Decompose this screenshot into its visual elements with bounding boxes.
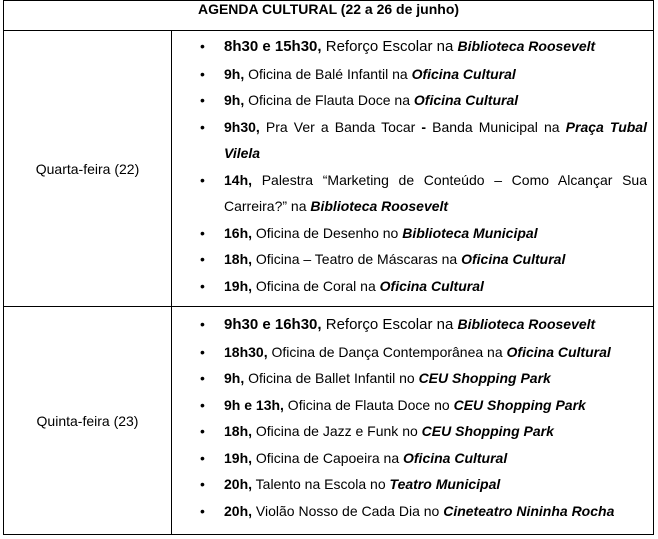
event-text: Oficina – Teatro de Máscaras na: [252, 251, 462, 267]
list-item: [172, 246, 653, 273]
list-item: [172, 392, 653, 419]
event-place: Oficina Cultural: [411, 65, 516, 82]
list-item: [172, 33, 653, 61]
event-place: CEU Shopping Park: [453, 396, 586, 413]
event-separator: -: [421, 118, 427, 135]
event-time: 18h,: [224, 423, 253, 439]
list-item: [172, 445, 653, 472]
agenda-table: [3, 0, 654, 535]
table-row: [4, 307, 654, 535]
event-place: Oficina Cultural: [461, 251, 566, 267]
table-title: AGENDA CULTURAL (22 a 26 de junho): [4, 1, 654, 31]
day-cell: Quarta-feira (22): [4, 31, 172, 307]
day-cell: Quinta-feira (23): [4, 307, 172, 535]
event-time: 9h,: [224, 92, 245, 108]
event-time: 16h,: [224, 224, 253, 241]
event-time: 9h,: [224, 370, 245, 386]
event-time: 19h,: [224, 449, 253, 466]
event-place: Biblioteca Roosevelt: [457, 316, 596, 332]
event-list: [172, 307, 653, 524]
list-item: [172, 114, 653, 167]
event-time: 8h30 e 15h30,: [224, 38, 322, 55]
event-time: 20h,: [224, 502, 253, 519]
table-row: [4, 31, 654, 307]
list-item: [172, 87, 653, 114]
list-item: [172, 498, 653, 525]
event-place: CEU Shopping Park: [418, 370, 551, 386]
event-place: Oficina Cultural: [506, 343, 611, 360]
event-text: Banda Municipal na: [426, 118, 566, 135]
event-text: Oficina de Flauta Doce na: [244, 92, 414, 108]
event-place: Teatro Municipal: [389, 476, 501, 492]
list-item: [172, 167, 653, 220]
event-text: Reforço Escolar na: [321, 38, 458, 55]
event-time: 14h,: [224, 171, 253, 188]
event-text: Reforço Escolar na: [321, 316, 458, 333]
event-text: Pra Ver a Banda Tocar: [259, 118, 422, 135]
event-time: 9h e 13h,: [224, 396, 284, 413]
event-place: Praça Tubal Vilela: [224, 118, 647, 161]
event-list: [172, 31, 653, 299]
event-time: 9h30,: [224, 118, 260, 135]
event-text: Oficina de Dança Contemporânea na: [267, 343, 507, 360]
event-place: CEU Shopping Park: [421, 423, 554, 439]
event-text: Oficina de Desenho no: [252, 224, 403, 241]
event-text: Oficina de Jazz e Funk no: [252, 423, 422, 439]
event-text: Oficina de Flauta Doce no: [283, 396, 454, 413]
event-place: Biblioteca Roosevelt: [310, 198, 449, 214]
list-item: [172, 273, 653, 300]
events-cell: [172, 307, 654, 535]
event-text: Violão Nosso de Cada Dia no: [252, 502, 444, 519]
event-place: Biblioteca Municipal: [402, 224, 538, 241]
list-item: [172, 311, 653, 339]
event-time: 9h,: [224, 65, 245, 82]
event-time: 19h,: [224, 277, 253, 294]
event-text: Talento na Escola no: [252, 476, 390, 492]
event-text: Oficina de Ballet Infantil no: [244, 370, 419, 386]
event-place: Oficina Cultural: [413, 92, 519, 108]
events-cell: [172, 31, 654, 307]
list-item: [172, 418, 653, 445]
event-place: Oficina Cultural: [379, 277, 484, 294]
event-place: Cineteatro Nininha Rocha: [443, 502, 615, 519]
event-place: Biblioteca Roosevelt: [457, 38, 596, 54]
event-time: 18h30,: [224, 343, 268, 360]
list-item: [172, 339, 653, 366]
list-item: [172, 365, 653, 392]
list-item: [172, 471, 653, 498]
event-place: Oficina Cultural: [403, 449, 508, 466]
list-item: [172, 220, 653, 247]
event-text: Oficina de Balé Infantil na: [244, 65, 412, 82]
event-time: 18h,: [224, 251, 253, 267]
list-item: [172, 61, 653, 88]
event-text: Oficina de Capoeira na: [252, 449, 403, 466]
event-time: 20h,: [224, 476, 253, 492]
event-text: Oficina de Coral na: [252, 277, 380, 294]
event-text: Palestra “Marketing de Conteúdo – Como Alcançar Sua Carreira?” na: [224, 171, 647, 214]
event-time: 9h30 e 16h30,: [224, 316, 322, 333]
